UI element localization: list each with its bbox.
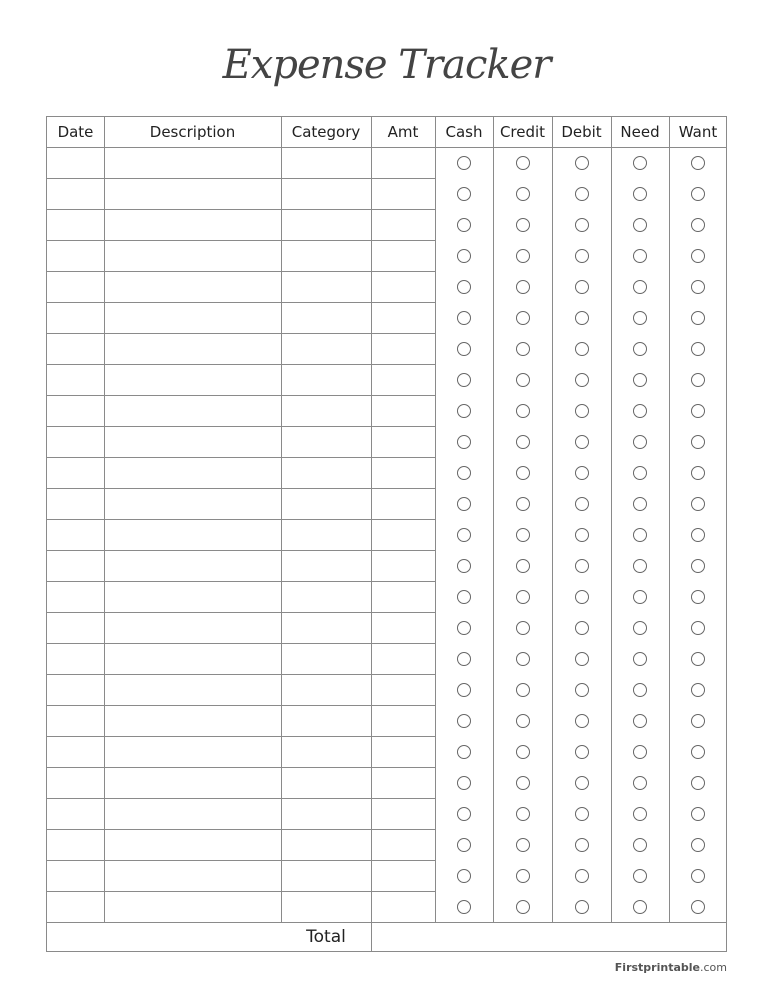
cell-category[interactable] <box>282 799 370 828</box>
checkbox-credit[interactable] <box>516 218 530 232</box>
checkbox-credit[interactable] <box>516 559 530 573</box>
cell-date[interactable] <box>48 427 103 456</box>
checkbox-need[interactable] <box>633 187 647 201</box>
checkbox-debit[interactable] <box>575 404 589 418</box>
checkbox-want[interactable] <box>691 435 705 449</box>
checkbox-need[interactable] <box>633 621 647 635</box>
checkbox-want[interactable] <box>691 807 705 821</box>
cell-date[interactable] <box>48 551 103 580</box>
cell-date[interactable] <box>48 861 103 890</box>
header-credit: Credit <box>499 123 546 141</box>
checkbox-want[interactable] <box>691 249 705 263</box>
cell-date[interactable] <box>48 396 103 425</box>
checkbox-cash[interactable] <box>457 404 471 418</box>
checkbox-credit[interactable] <box>516 590 530 604</box>
checkbox-debit[interactable] <box>575 466 589 480</box>
checkbox-cash[interactable] <box>457 218 471 232</box>
checkbox-want[interactable] <box>691 373 705 387</box>
column-divider <box>435 117 436 922</box>
checkbox-cash[interactable] <box>457 528 471 542</box>
checkbox-need[interactable] <box>633 900 647 914</box>
page-title: Expense Tracker <box>222 42 551 88</box>
cell-category[interactable] <box>282 241 370 270</box>
cell-amt[interactable] <box>372 768 434 797</box>
cell-date[interactable] <box>48 179 103 208</box>
cell-date[interactable] <box>48 644 103 673</box>
checkbox-debit[interactable] <box>575 435 589 449</box>
cell-amt[interactable] <box>372 179 434 208</box>
checkbox-cash[interactable] <box>457 373 471 387</box>
cell-category[interactable] <box>282 303 370 332</box>
cell-amt[interactable] <box>372 644 434 673</box>
column-divider <box>493 117 494 922</box>
checkbox-want[interactable] <box>691 745 705 759</box>
checkbox-credit[interactable] <box>516 311 530 325</box>
cell-description[interactable] <box>105 582 280 611</box>
cell-date[interactable] <box>48 148 103 177</box>
checkbox-cash[interactable] <box>457 714 471 728</box>
header-debit: Debit <box>561 123 602 141</box>
cell-category[interactable] <box>282 830 370 859</box>
cell-category[interactable] <box>282 458 370 487</box>
cell-amt[interactable] <box>372 303 434 332</box>
checkbox-debit[interactable] <box>575 900 589 914</box>
cell-category[interactable] <box>282 706 370 735</box>
cell-date[interactable] <box>48 334 103 363</box>
cell-description[interactable] <box>105 675 280 704</box>
cell-category[interactable] <box>282 334 370 363</box>
cell-description[interactable] <box>105 210 280 239</box>
checkbox-need[interactable] <box>633 683 647 697</box>
checkbox-want[interactable] <box>691 466 705 480</box>
cell-date[interactable] <box>48 799 103 828</box>
checkbox-debit[interactable] <box>575 590 589 604</box>
cell-amt[interactable] <box>372 365 434 394</box>
header-cash: Cash <box>445 123 483 141</box>
checkbox-need[interactable] <box>633 745 647 759</box>
checkbox-debit[interactable] <box>575 342 589 356</box>
total-value-cell[interactable] <box>371 922 727 952</box>
checkbox-want[interactable] <box>691 187 705 201</box>
checkbox-debit[interactable] <box>575 714 589 728</box>
cell-description[interactable] <box>105 303 280 332</box>
checkbox-cash[interactable] <box>457 900 471 914</box>
checkbox-want[interactable] <box>691 497 705 511</box>
cell-description[interactable] <box>105 148 280 177</box>
checkbox-need[interactable] <box>633 528 647 542</box>
checkbox-need[interactable] <box>633 590 647 604</box>
cell-category[interactable] <box>282 365 370 394</box>
checkbox-want[interactable] <box>691 714 705 728</box>
checkbox-need[interactable] <box>633 776 647 790</box>
header-category: Category <box>291 123 361 141</box>
checkbox-credit[interactable] <box>516 869 530 883</box>
checkbox-need[interactable] <box>633 404 647 418</box>
checkbox-cash[interactable] <box>457 559 471 573</box>
cell-category[interactable] <box>282 396 370 425</box>
checkbox-need[interactable] <box>633 249 647 263</box>
checkbox-credit[interactable] <box>516 280 530 294</box>
cell-amt[interactable] <box>372 799 434 828</box>
cell-date[interactable] <box>48 768 103 797</box>
checkbox-need[interactable] <box>633 869 647 883</box>
cell-date[interactable] <box>48 458 103 487</box>
cell-date[interactable] <box>48 365 103 394</box>
cell-amt[interactable] <box>372 706 434 735</box>
cell-date[interactable] <box>48 675 103 704</box>
cell-description[interactable] <box>105 458 280 487</box>
cell-date[interactable] <box>48 520 103 549</box>
checkbox-credit[interactable] <box>516 900 530 914</box>
checkbox-want[interactable] <box>691 869 705 883</box>
checkbox-credit[interactable] <box>516 187 530 201</box>
cell-description[interactable] <box>105 551 280 580</box>
checkbox-debit[interactable] <box>575 621 589 635</box>
checkbox-cash[interactable] <box>457 745 471 759</box>
checkbox-credit[interactable] <box>516 745 530 759</box>
checkbox-debit[interactable] <box>575 807 589 821</box>
cell-amt[interactable] <box>372 427 434 456</box>
cell-amt[interactable] <box>372 830 434 859</box>
cell-category[interactable] <box>282 520 370 549</box>
checkbox-want[interactable] <box>691 404 705 418</box>
checkbox-debit[interactable] <box>575 311 589 325</box>
checkbox-cash[interactable] <box>457 590 471 604</box>
cell-amt[interactable] <box>372 148 434 177</box>
header-need: Need <box>620 123 660 141</box>
checkbox-credit[interactable] <box>516 404 530 418</box>
cell-amt[interactable] <box>372 241 434 270</box>
header-amt: Amt <box>387 123 419 141</box>
cell-date[interactable] <box>48 706 103 735</box>
checkbox-cash[interactable] <box>457 652 471 666</box>
checkbox-credit[interactable] <box>516 776 530 790</box>
checkbox-credit[interactable] <box>516 621 530 635</box>
checkbox-debit[interactable] <box>575 652 589 666</box>
cell-amt[interactable] <box>372 892 434 921</box>
checkbox-credit[interactable] <box>516 435 530 449</box>
cell-amt[interactable] <box>372 272 434 301</box>
cell-category[interactable] <box>282 179 370 208</box>
cell-description[interactable] <box>105 613 280 642</box>
checkbox-cash[interactable] <box>457 838 471 852</box>
cell-description[interactable] <box>105 179 280 208</box>
checkbox-credit[interactable] <box>516 652 530 666</box>
header-date: Date <box>57 123 94 141</box>
cell-amt[interactable] <box>372 582 434 611</box>
cell-description[interactable] <box>105 737 280 766</box>
cell-amt[interactable] <box>372 737 434 766</box>
checkbox-want[interactable] <box>691 621 705 635</box>
cell-description[interactable] <box>105 799 280 828</box>
cell-date[interactable] <box>48 892 103 921</box>
cell-description[interactable] <box>105 396 280 425</box>
cell-category[interactable] <box>282 613 370 642</box>
checkbox-credit[interactable] <box>516 466 530 480</box>
checkbox-debit[interactable] <box>575 156 589 170</box>
cell-description[interactable] <box>105 892 280 921</box>
checkbox-debit[interactable] <box>575 497 589 511</box>
expense-table <box>46 116 727 952</box>
cell-date[interactable] <box>48 830 103 859</box>
column-divider <box>552 117 553 922</box>
checkbox-need[interactable] <box>633 559 647 573</box>
checkbox-want[interactable] <box>691 156 705 170</box>
checkbox-cash[interactable] <box>457 466 471 480</box>
cell-category[interactable] <box>282 427 370 456</box>
checkbox-debit[interactable] <box>575 187 589 201</box>
cell-description[interactable] <box>105 241 280 270</box>
checkbox-want[interactable] <box>691 838 705 852</box>
checkbox-need[interactable] <box>633 311 647 325</box>
checkbox-want[interactable] <box>691 342 705 356</box>
checkbox-debit[interactable] <box>575 745 589 759</box>
checkbox-need[interactable] <box>633 156 647 170</box>
checkbox-credit[interactable] <box>516 373 530 387</box>
cell-description[interactable] <box>105 520 280 549</box>
checkbox-need[interactable] <box>633 466 647 480</box>
checkbox-cash[interactable] <box>457 776 471 790</box>
checkbox-debit[interactable] <box>575 869 589 883</box>
checkbox-debit[interactable] <box>575 559 589 573</box>
cell-amt[interactable] <box>372 675 434 704</box>
cell-date[interactable] <box>48 613 103 642</box>
column-divider <box>669 117 670 922</box>
checkbox-need[interactable] <box>633 280 647 294</box>
cell-category[interactable] <box>282 148 370 177</box>
checkbox-cash[interactable] <box>457 497 471 511</box>
checkbox-credit[interactable] <box>516 807 530 821</box>
checkbox-want[interactable] <box>691 311 705 325</box>
cell-description[interactable] <box>105 830 280 859</box>
column-divider <box>611 117 612 922</box>
checkbox-cash[interactable] <box>457 807 471 821</box>
checkbox-cash[interactable] <box>457 249 471 263</box>
cell-amt[interactable] <box>372 396 434 425</box>
checkbox-want[interactable] <box>691 218 705 232</box>
cell-amt[interactable] <box>372 210 434 239</box>
cell-category[interactable] <box>282 737 370 766</box>
checkbox-debit[interactable] <box>575 528 589 542</box>
cell-description[interactable] <box>105 706 280 735</box>
checkbox-credit[interactable] <box>516 838 530 852</box>
cell-category[interactable] <box>282 861 370 890</box>
checkbox-cash[interactable] <box>457 869 471 883</box>
checkbox-credit[interactable] <box>516 342 530 356</box>
cell-category[interactable] <box>282 210 370 239</box>
cell-description[interactable] <box>105 768 280 797</box>
cell-amt[interactable] <box>372 551 434 580</box>
checkbox-need[interactable] <box>633 714 647 728</box>
brand-watermark <box>615 961 727 974</box>
checkbox-credit[interactable] <box>516 497 530 511</box>
cell-amt[interactable] <box>372 520 434 549</box>
checkbox-need[interactable] <box>633 218 647 232</box>
checkbox-cash[interactable] <box>457 342 471 356</box>
checkbox-need[interactable] <box>633 342 647 356</box>
cell-date[interactable] <box>48 210 103 239</box>
cell-description[interactable] <box>105 365 280 394</box>
cell-amt[interactable] <box>372 334 434 363</box>
checkbox-need[interactable] <box>633 497 647 511</box>
cell-date[interactable] <box>48 303 103 332</box>
checkbox-debit[interactable] <box>575 249 589 263</box>
cell-description[interactable] <box>105 644 280 673</box>
cell-description[interactable] <box>105 489 280 518</box>
checkbox-want[interactable] <box>691 590 705 604</box>
checkbox-cash[interactable] <box>457 435 471 449</box>
checkbox-cash[interactable] <box>457 311 471 325</box>
checkbox-need[interactable] <box>633 435 647 449</box>
checkbox-want[interactable] <box>691 280 705 294</box>
cell-category[interactable] <box>282 551 370 580</box>
checkbox-want[interactable] <box>691 652 705 666</box>
checkbox-debit[interactable] <box>575 373 589 387</box>
checkbox-want[interactable] <box>691 776 705 790</box>
cell-description[interactable] <box>105 334 280 363</box>
checkbox-credit[interactable] <box>516 156 530 170</box>
cell-date[interactable] <box>48 241 103 270</box>
checkbox-need[interactable] <box>633 373 647 387</box>
brand-name: Firstprintable <box>614 961 700 974</box>
cell-description[interactable] <box>105 861 280 890</box>
checkbox-debit[interactable] <box>575 683 589 697</box>
cell-description[interactable] <box>105 427 280 456</box>
cell-description[interactable] <box>105 272 280 301</box>
cell-category[interactable] <box>282 892 370 921</box>
checkbox-want[interactable] <box>691 683 705 697</box>
checkbox-credit[interactable] <box>516 714 530 728</box>
cell-amt[interactable] <box>372 489 434 518</box>
checkbox-debit[interactable] <box>575 838 589 852</box>
checkbox-want[interactable] <box>691 559 705 573</box>
checkbox-cash[interactable] <box>457 187 471 201</box>
cell-date[interactable] <box>48 489 103 518</box>
checkbox-cash[interactable] <box>457 621 471 635</box>
header-description: Description <box>149 123 236 141</box>
cell-category[interactable] <box>282 675 370 704</box>
cell-category[interactable] <box>282 768 370 797</box>
cell-category[interactable] <box>282 644 370 673</box>
header-want: Want <box>678 123 718 141</box>
cell-category[interactable] <box>282 272 370 301</box>
cell-date[interactable] <box>48 737 103 766</box>
cell-amt[interactable] <box>372 861 434 890</box>
cell-category[interactable] <box>282 489 370 518</box>
checkbox-debit[interactable] <box>575 280 589 294</box>
checkbox-want[interactable] <box>691 900 705 914</box>
checkbox-need[interactable] <box>633 652 647 666</box>
checkbox-cash[interactable] <box>457 280 471 294</box>
checkbox-need[interactable] <box>633 807 647 821</box>
cell-date[interactable] <box>48 582 103 611</box>
checkbox-debit[interactable] <box>575 776 589 790</box>
checkbox-want[interactable] <box>691 528 705 542</box>
checkbox-need[interactable] <box>633 838 647 852</box>
cell-category[interactable] <box>282 582 370 611</box>
checkbox-cash[interactable] <box>457 683 471 697</box>
cell-amt[interactable] <box>372 458 434 487</box>
checkbox-credit[interactable] <box>516 528 530 542</box>
checkbox-credit[interactable] <box>516 249 530 263</box>
cell-amt[interactable] <box>372 613 434 642</box>
cell-date[interactable] <box>48 272 103 301</box>
brand-domain: .com <box>700 961 727 974</box>
checkbox-cash[interactable] <box>457 156 471 170</box>
checkbox-debit[interactable] <box>575 218 589 232</box>
total-label: Total <box>306 927 346 947</box>
checkbox-credit[interactable] <box>516 683 530 697</box>
